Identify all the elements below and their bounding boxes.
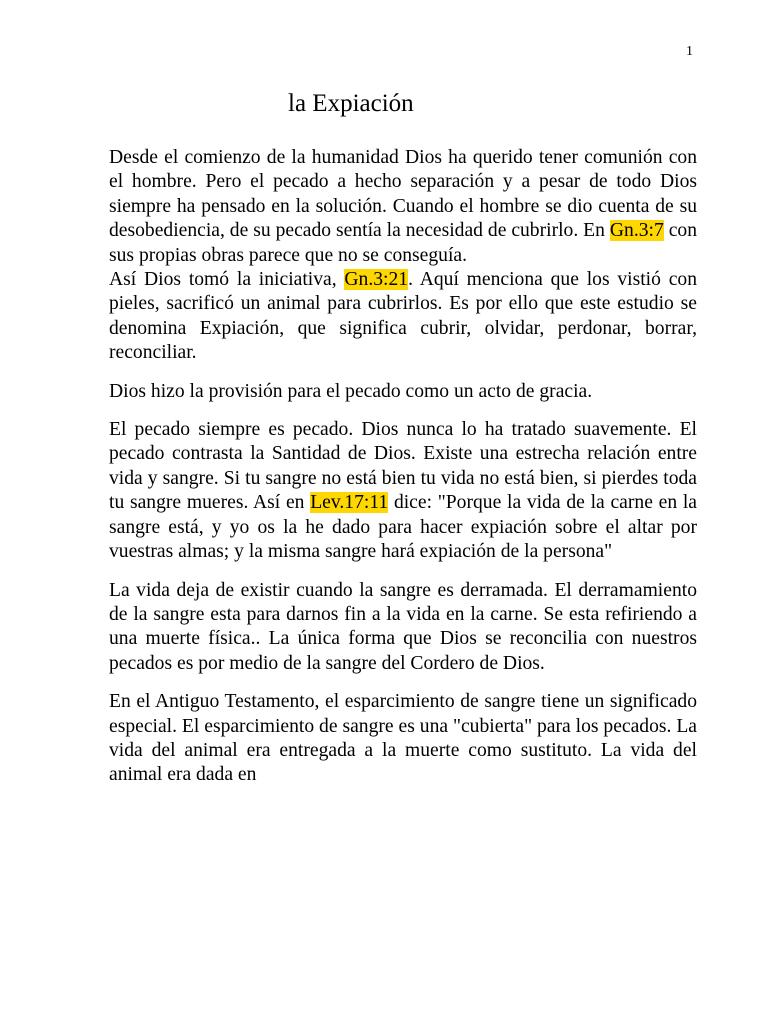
paragraph-initiative xyxy=(109,268,697,366)
paragraph-text: con sus propias obras parece que no se conseguía. xyxy=(109,220,697,266)
paragraph-text: Desde el comienzo de la humanidad Dios ha querido tener comunión con el hombre. Pero el pecado a hecho separación y a pesar de todo Dios siempre ha pensado en la solución. Cuando el hombre se dio cuenta de su desobediencia, de su pecado sentía la necesidad de cubrirlo. En xyxy=(109,147,697,242)
paragraph-text: dice: "Porque la vida de la carne en la sangre está, y yo os la he dado para hacer expiación sobre el altar por vuestras almas; y la misma sangre hará expiación de la persona" xyxy=(109,492,698,563)
scripture-reference-lev-17-11: Lev.17:11 xyxy=(310,492,389,514)
paragraph-old-testament: En el Antiguo Testamento, el esparcimiento de sangre tiene un significado especial. El esparcimiento de sangre es una "cubierta" para los pecados. La vida del animal era entregada a la muerte como sustituto. La vida del animal era dada en xyxy=(109,691,697,786)
page-title: la Expiación xyxy=(288,90,414,117)
paragraph-grace: Dios hizo la provisión para el pecado como un acto de gracia. xyxy=(109,380,593,402)
scripture-reference-gn-3-7: Gn.3:7 xyxy=(609,220,664,242)
scripture-reference-gn-3-21: Gn.3:21 xyxy=(344,269,409,291)
paragraph-text: . Aquí menciona que los vistió con pieles, sacrificó un animal para cubrirlos. Es por ello que este estudio se denomina Expiación, que significa cubrir, olvidar, perdonar, borrar, reconciliar. xyxy=(109,269,697,364)
paragraph-intro xyxy=(109,146,697,268)
paragraph-blood xyxy=(109,418,697,564)
paragraph-text: El pecado siempre es pecado. Dios nunca lo ha tratado suavemente. El pecado contrasta la Santidad de Dios. Existe una estrecha relación entre vida y sangre. Si tu sangre no está bien tu vida no está bien, si pierdes toda tu sangre mueres. Así en xyxy=(109,419,697,514)
page-number: 1 xyxy=(686,44,693,59)
paragraph-text: Así Dios tomó la iniciativa, xyxy=(109,269,345,291)
paragraph-life: La vida deja de existir cuando la sangre es derramada. El derramamiento de la sangre esta para darnos fin a la vida en la carne. Se esta refiriendo a una muerte física.. La única forma que Dios se reconcilia con nuestros pecados es por medio de la sangre del Cordero de Dios. xyxy=(109,579,697,674)
document-body xyxy=(109,146,697,802)
